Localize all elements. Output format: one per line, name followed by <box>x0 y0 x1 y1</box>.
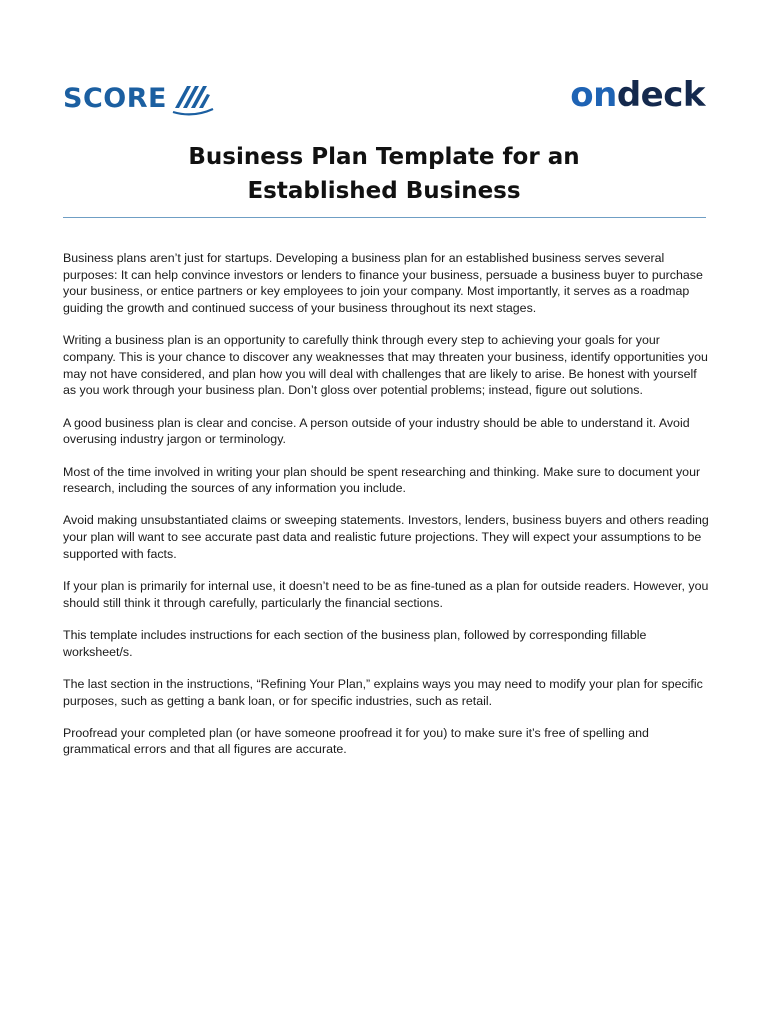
paragraph: The last section in the instructions, “Refining Your Plan,” explains ways you may need to modify your plan for specific purposes, such as getting a bank loan, or for specific industries, such as retail. <box>63 676 703 708</box>
ondeck-logo-deck: deck <box>616 75 705 115</box>
paragraph: This template includes instructions for each section of the business plan, followed by corresponding fillable worksheet/s. <box>63 627 647 659</box>
title-line-1: Business Plan Template for an <box>188 144 580 170</box>
paragraph: If your plan is primarily for internal use, it doesn’t need to be as fine-tuned as a plan for outside readers. However, you should still think it through carefully, particularly the financial sections. <box>63 579 709 610</box>
title-line-2: Established Business <box>247 178 521 204</box>
paragraph: A good business plan is clear and concise. A person outside of your industry should be able to understand it. Avoid overusing industry jargon or terminology. <box>63 415 690 447</box>
document-body <box>63 250 713 774</box>
ondeck-logo <box>570 75 705 115</box>
paragraph: Business plans aren’t just for startups. Developing a business plan for an established business serves several purposes: It can help convince investors or lenders to finance your business, persuade a business buyer to purchase your business, or entice partners or key employees to join your company. Most importantly, it serves as a roadmap guiding the growth and continued success of your business throughout its next stages. <box>63 251 703 316</box>
paragraph: Most of the time involved in writing your plan should be spent researching and thinking. Make sure to document your research, including the sources of any information you include. <box>63 464 701 496</box>
page-title <box>0 140 768 208</box>
paragraph: Writing a business plan is an opportunity to carefully think through every step to achieving your goals for your company. This is your chance to discover any weaknesses that may threaten your business, identify opportunities you may not have considered, and plan how you will deal with challenges that are likely to arise. Be honest with yourself as you work through your business plan. Don’t gloss over potential problems; instead, figure out solutions. <box>63 333 708 398</box>
logo-header <box>63 75 705 122</box>
paragraph: Proofread your completed plan (or have someone proofread it for you) to make sure it’s free of spelling and grammatical errors and that all figures are accurate. <box>63 725 649 757</box>
title-divider <box>63 217 706 218</box>
paragraph: Avoid making unsubstantiated claims or sweeping statements. Investors, lenders, business buyers and others reading your plan will want to see accurate past data and realistic future projections. They will expect your assumptions to be supported with facts. <box>63 513 709 561</box>
score-logo-text: SCORE <box>63 82 167 114</box>
score-logo <box>63 78 215 118</box>
score-stripes-icon <box>171 78 215 118</box>
ondeck-logo-on: on <box>570 75 617 115</box>
